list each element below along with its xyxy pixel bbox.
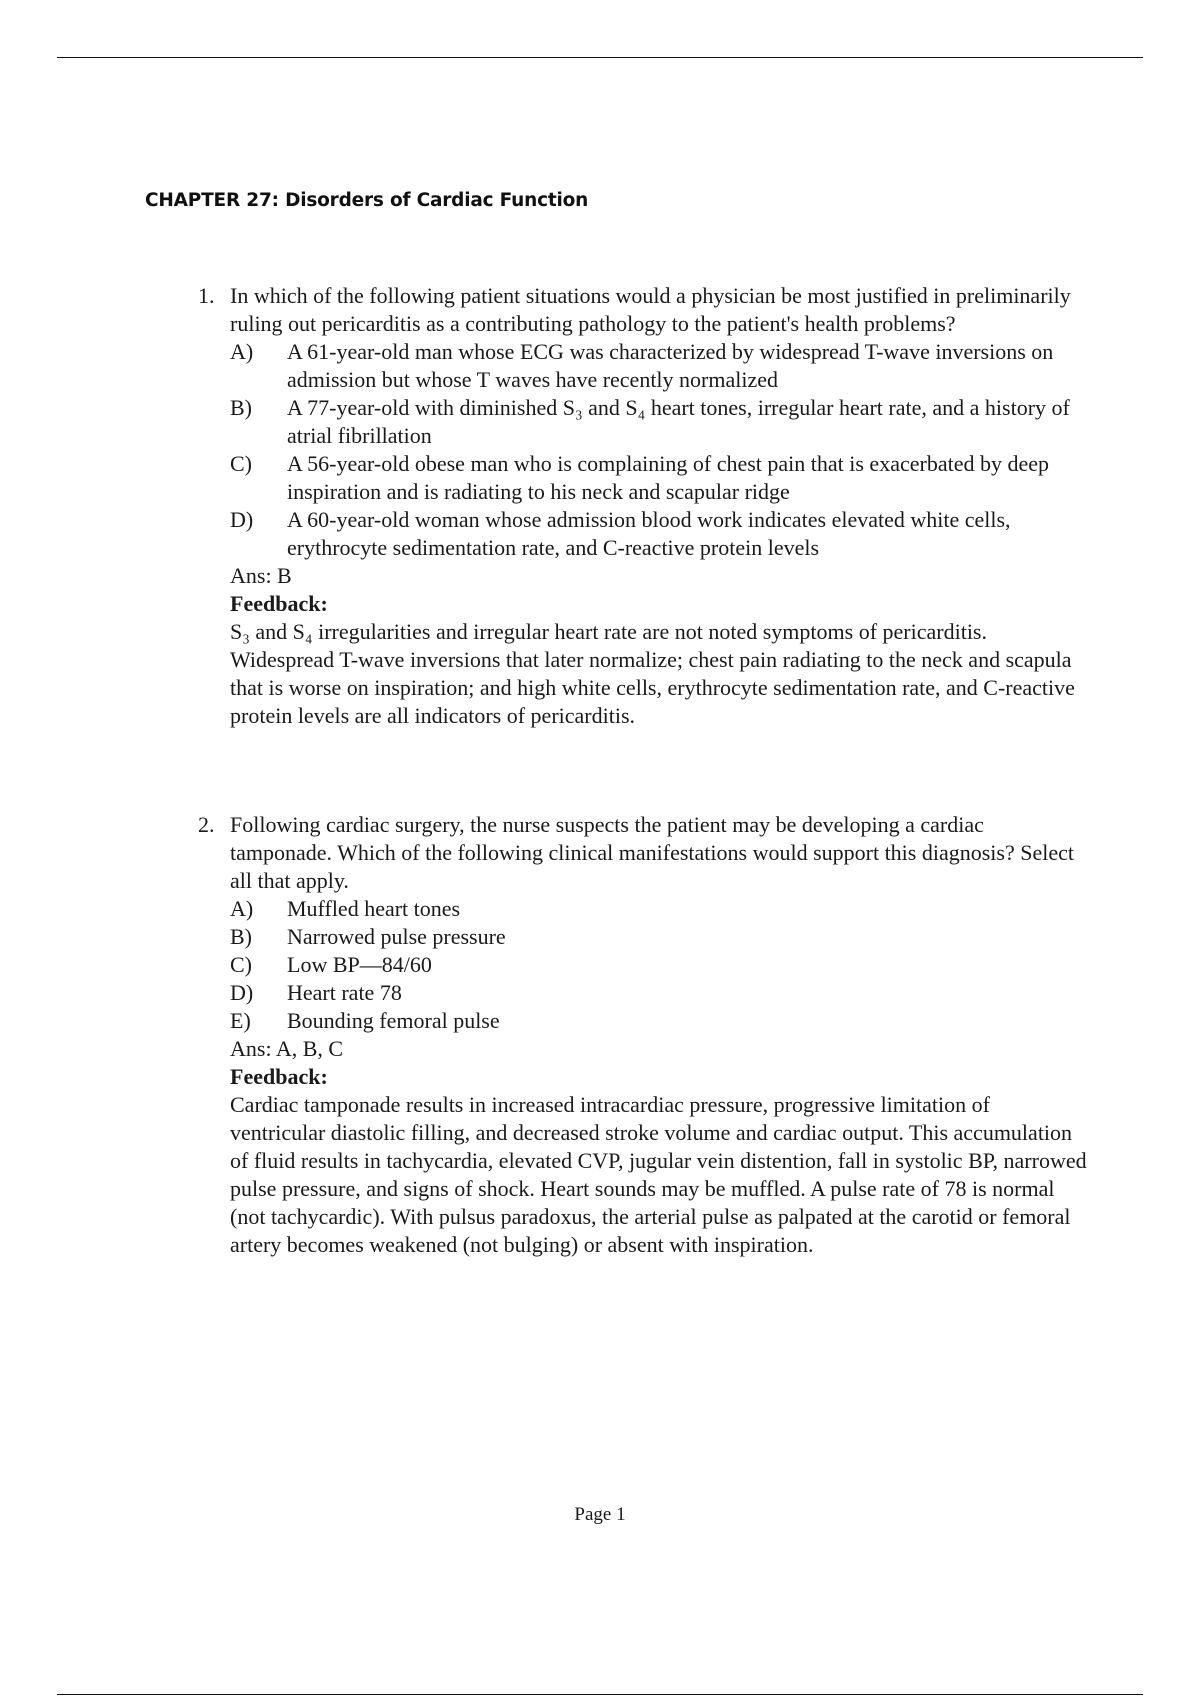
option-b (230, 923, 1098, 951)
option-text: A 61-year-old man whose ECG was characterized by widespread T-wave inversions on admission but whose T waves have recently normalized (287, 339, 1054, 392)
bottom-rule (57, 1694, 1143, 1695)
option-e (230, 1007, 1098, 1035)
question-stem-row (198, 811, 1098, 895)
answer-options (230, 895, 1098, 1035)
option-letter: C) (230, 952, 252, 977)
question-number: 1. (198, 283, 215, 308)
option-text: Low BP—84/60 (287, 952, 432, 977)
option-text: Heart rate 78 (287, 980, 402, 1005)
option-a (230, 338, 1098, 394)
option-letter: B) (230, 395, 252, 420)
page-number: Page 1 (574, 1504, 626, 1525)
option-letter: E) (230, 1008, 251, 1033)
feedback-text: S₃ and S₄ irregularities and irregular heart rate are not noted symptoms of pericarditis. Widespread T-wave inversions that later normalize; chest pain radiating to the neck and scapula that is worse on inspiration; and high white cells, erythrocyte sedimentation rate, and C-reactive protein levels are all indicators of pericarditis. (230, 619, 1075, 728)
chapter-title: CHAPTER 27: Disorders of Cardiac Function (145, 190, 589, 211)
top-rule (57, 57, 1143, 58)
option-text: Muffled heart tones (287, 896, 461, 921)
question-stem: Following cardiac surgery, the nurse suspects the patient may be developing a cardiac tamponade. Which of the following clinical manifestations would support this diagnosis? Select all that apply. (230, 812, 1074, 893)
answer-key: Ans: B (230, 563, 292, 588)
option-letter: D) (230, 507, 254, 532)
option-text: Narrowed pulse pressure (287, 924, 506, 949)
question-stem: In which of the following patient situations would a physician be most justified in preliminarily ruling out pericarditis as a contributing pathology to the patient's health problems? (230, 283, 1071, 336)
option-b (230, 394, 1098, 450)
answer-key: Ans: A, B, C (230, 1036, 344, 1061)
option-text: A 60-year-old woman whose admission blood work indicates elevated white cells, erythrocyte sedimentation rate, and C-reactive protein levels (287, 507, 1011, 560)
option-c (230, 951, 1098, 979)
question-stem-row (198, 282, 1098, 338)
option-text: A 56-year-old obese man who is complaining of chest pain that is exacerbated by deep inspiration and is radiating to his neck and scapular ridge (287, 451, 1049, 504)
option-text: A 77-year-old with diminished S₃ and S₄ heart tones, irregular heart rate, and a history of atrial fibrillation (287, 395, 1070, 448)
option-d (230, 506, 1098, 562)
question-1 (198, 282, 1098, 730)
question-number: 2. (198, 812, 215, 837)
option-letter: B) (230, 924, 252, 949)
option-letter: A) (230, 339, 254, 364)
option-letter: D) (230, 980, 254, 1005)
feedback-heading: Feedback: (230, 1064, 328, 1089)
option-letter: C) (230, 451, 252, 476)
question-2 (198, 811, 1098, 1259)
option-letter: A) (230, 896, 254, 921)
option-text: Bounding femoral pulse (287, 1008, 500, 1033)
option-a (230, 895, 1098, 923)
option-c (230, 450, 1098, 506)
feedback-heading: Feedback: (230, 591, 328, 616)
answer-options (230, 338, 1098, 562)
option-d (230, 979, 1098, 1007)
feedback-text: Cardiac tamponade results in increased intracardiac pressure, progressive limitation of ventricular diastolic filling, and decreased stroke volume and cardiac output. This accumulation of fluid results in tachycardia, elevated CVP, jugular vein distention, fall in systolic BP, narrowed pulse pressure, and signs of shock. Heart sounds may be muffled. A pulse rate of 78 is normal (not tachycardic). With pulsus paradoxus, the arterial pulse as palpated at the carotid or femoral artery becomes weakened (not bulging) or absent with inspiration. (230, 1092, 1087, 1257)
